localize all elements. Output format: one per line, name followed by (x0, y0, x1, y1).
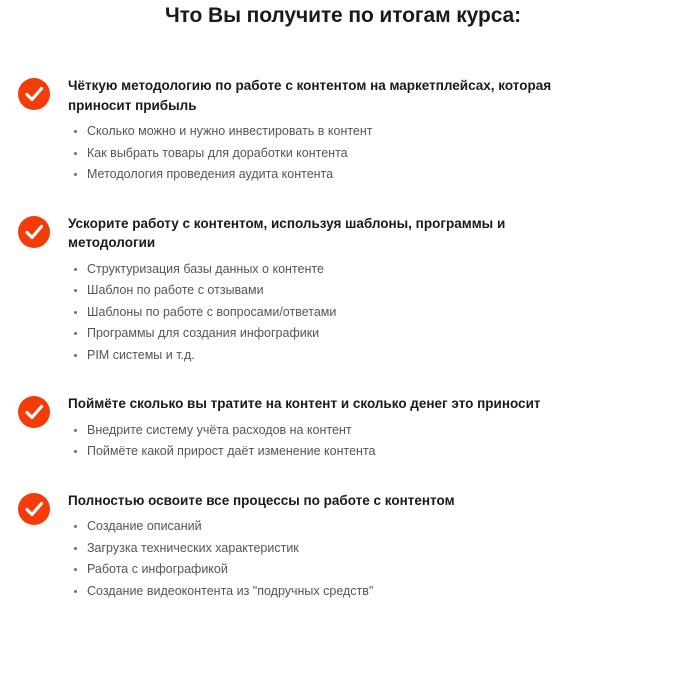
page-title: Что Вы получите по итогам курса: (164, 4, 522, 27)
benefit-item (0, 394, 686, 463)
list-item: Программы для создания инфографики (68, 323, 662, 345)
benefit-item (0, 491, 686, 603)
benefit-body (68, 214, 686, 367)
check-circle-icon (18, 493, 50, 525)
benefit-heading: Поймёте сколько вы тратите на контент и сколько денег это приносит (68, 396, 541, 412)
course-benefits-page (0, 4, 686, 697)
benefit-heading: Ускорите работу с контентом, используя шаблоны, программы и методологии (68, 215, 506, 251)
benefits-list (0, 76, 686, 602)
benefit-sublist (68, 516, 662, 602)
list-item: Методология проведения аудита контента (68, 164, 662, 186)
list-item: Структуризация базы данных о контенте (68, 259, 662, 281)
benefit-body (68, 76, 686, 186)
check-icon-wrapper (0, 491, 68, 525)
check-icon-wrapper (0, 394, 68, 428)
list-item: Шаблоны по работе с вопросами/ответами (68, 302, 662, 324)
benefit-heading: Чёткую методологию по работе с контентом на маркетплейсах, которая приносит прибыль (68, 78, 552, 113)
benefit-sublist (68, 259, 662, 367)
check-circle-icon (18, 216, 50, 248)
list-item: Как выбрать товары для доработки контента (68, 143, 662, 165)
list-item: Создание видеоконтента из "подручных средств" (68, 581, 662, 603)
list-item: Шаблон по работе с отзывами (68, 280, 662, 302)
check-circle-icon (18, 78, 50, 110)
benefit-sublist (68, 121, 662, 186)
benefit-item (0, 76, 686, 186)
benefit-body (68, 394, 686, 463)
list-item: Работа с инфографикой (68, 559, 662, 581)
check-circle-icon (18, 396, 50, 428)
list-item: Сколько можно и нужно инвестировать в контент (68, 121, 662, 143)
list-item: Поймёте какой прирост даёт изменение контента (68, 441, 662, 463)
check-icon-wrapper (0, 76, 68, 110)
benefit-body (68, 491, 686, 603)
list-item: Внедрите систему учёта расходов на контент (68, 420, 662, 442)
benefit-heading: Полностью освоите все процессы по работе с контентом (68, 492, 455, 508)
list-item: PIM системы и т.д. (68, 345, 662, 367)
benefit-item (0, 214, 686, 367)
list-item: Загрузка технических характеристик (68, 538, 662, 560)
benefit-sublist (68, 420, 662, 463)
check-icon-wrapper (0, 214, 68, 248)
list-item: Создание описаний (68, 516, 662, 538)
